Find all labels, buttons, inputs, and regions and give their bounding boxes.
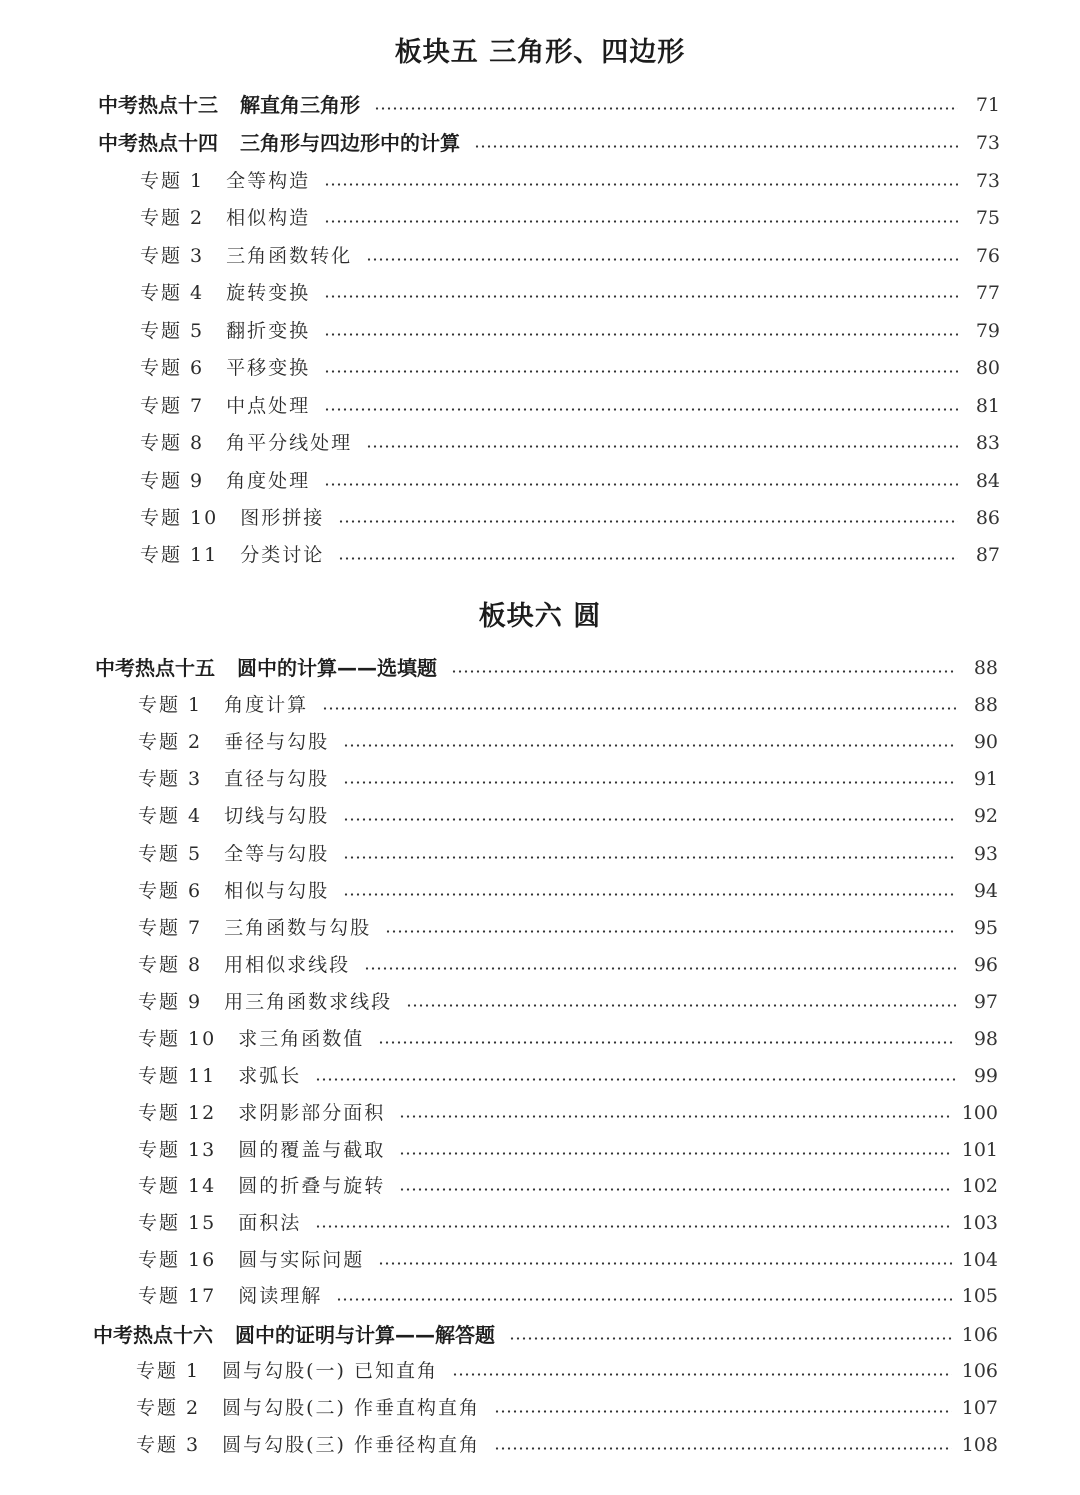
toc-entry-topic[interactable] bbox=[140, 203, 1000, 233]
entry-label: 专题 2 bbox=[140, 207, 205, 229]
dot-leader bbox=[324, 220, 958, 223]
entry-title: 圆中的证明与计算——解答题 bbox=[235, 1323, 495, 1347]
page-number: 71 bbox=[975, 94, 1000, 116]
page-number: 107 bbox=[961, 1397, 998, 1419]
dot-leader bbox=[322, 707, 956, 710]
entry-title: 切线与勾股 bbox=[224, 805, 330, 827]
entry-title: 直径与勾股 bbox=[224, 768, 330, 790]
toc-entry-topic[interactable] bbox=[138, 801, 998, 831]
dot-leader bbox=[378, 1262, 952, 1265]
toc-entry-topic[interactable] bbox=[136, 1356, 998, 1386]
entry-title: 角度处理 bbox=[226, 470, 311, 492]
entry-label: 专题 10 bbox=[140, 507, 219, 529]
entry-title: 三角形与四边形中的计算 bbox=[240, 131, 460, 155]
entry-label: 专题 2 bbox=[136, 1397, 201, 1419]
entry-title: 解直角三角形 bbox=[240, 93, 360, 117]
entry-label: 专题 2 bbox=[138, 731, 203, 753]
entry-title: 旋转变换 bbox=[226, 282, 311, 304]
page-number: 79 bbox=[975, 320, 1000, 342]
toc-entry-topic[interactable] bbox=[138, 727, 998, 757]
entry-label: 专题 4 bbox=[140, 282, 205, 304]
entry-title: 翻折变换 bbox=[226, 320, 311, 342]
dot-leader bbox=[338, 520, 958, 523]
page-number: 102 bbox=[961, 1175, 998, 1197]
entry-label: 专题 7 bbox=[140, 395, 205, 417]
page-number: 105 bbox=[961, 1285, 998, 1307]
page-number: 77 bbox=[975, 282, 1000, 304]
page-number: 81 bbox=[975, 395, 1000, 417]
toc-entry-hot[interactable] bbox=[98, 128, 1000, 158]
page-number: 108 bbox=[961, 1434, 998, 1456]
entry-label: 专题 14 bbox=[138, 1175, 217, 1197]
page-number: 103 bbox=[961, 1212, 998, 1234]
entry-label: 专题 11 bbox=[138, 1065, 217, 1087]
entry-label: 专题 17 bbox=[138, 1285, 217, 1307]
entry-label: 专题 8 bbox=[138, 954, 203, 976]
page-number: 96 bbox=[973, 954, 998, 976]
entry-title: 角度计算 bbox=[224, 694, 309, 716]
page-number: 92 bbox=[973, 805, 998, 827]
entry-label: 中考热点十六 bbox=[93, 1323, 213, 1347]
dot-leader bbox=[374, 107, 958, 110]
entry-title: 圆与勾股(二) 作垂直构直角 bbox=[222, 1397, 481, 1419]
entry-title: 阅读理解 bbox=[238, 1285, 323, 1307]
dot-leader bbox=[452, 1373, 952, 1376]
toc-entry-topic[interactable] bbox=[140, 278, 1000, 308]
toc-entry-topic[interactable] bbox=[140, 316, 1000, 346]
entry-title: 全等与勾股 bbox=[224, 843, 330, 865]
page-number: 76 bbox=[975, 245, 1000, 267]
page-number: 95 bbox=[973, 917, 998, 939]
dot-leader bbox=[338, 557, 958, 560]
dot-leader bbox=[336, 1298, 952, 1301]
entry-label: 专题 1 bbox=[136, 1360, 201, 1382]
page-number: 86 bbox=[975, 507, 1000, 529]
entry-title: 分类讨论 bbox=[240, 544, 325, 566]
dot-leader bbox=[451, 670, 956, 673]
dot-leader bbox=[324, 183, 958, 186]
page-number: 83 bbox=[975, 432, 1000, 454]
page-number: 90 bbox=[973, 731, 998, 753]
toc-entry-topic[interactable] bbox=[138, 764, 998, 794]
toc-entry-hot[interactable] bbox=[98, 90, 1000, 120]
toc-entry-topic[interactable] bbox=[138, 913, 998, 943]
page-number: 88 bbox=[973, 657, 998, 679]
toc-entry-topic[interactable] bbox=[136, 1393, 998, 1423]
page-number: 93 bbox=[973, 843, 998, 865]
entry-title: 图形拼接 bbox=[240, 507, 325, 529]
toc-entry-topic[interactable] bbox=[138, 1024, 998, 1054]
dot-leader bbox=[343, 856, 956, 859]
dot-leader bbox=[366, 445, 958, 448]
page-number: 94 bbox=[973, 880, 998, 902]
toc-entry-topic[interactable] bbox=[140, 540, 1000, 570]
entry-title: 用相似求线段 bbox=[224, 954, 351, 976]
entry-label: 专题 16 bbox=[138, 1249, 217, 1271]
page-number: 106 bbox=[961, 1324, 998, 1346]
entry-title: 全等构造 bbox=[226, 170, 311, 192]
toc-entry-topic[interactable] bbox=[138, 1135, 998, 1165]
toc-entry-hot[interactable] bbox=[93, 1320, 998, 1350]
entry-label: 专题 8 bbox=[140, 432, 205, 454]
page-number: 106 bbox=[961, 1360, 998, 1382]
entry-label: 专题 1 bbox=[138, 694, 203, 716]
toc-entry-topic[interactable] bbox=[140, 391, 1000, 421]
entry-label: 专题 9 bbox=[138, 991, 203, 1013]
dot-leader bbox=[399, 1115, 952, 1118]
page-number: 98 bbox=[973, 1028, 998, 1050]
entry-title: 相似构造 bbox=[226, 207, 311, 229]
page-number: 73 bbox=[975, 132, 1000, 154]
entry-label: 专题 7 bbox=[138, 917, 203, 939]
page-number: 73 bbox=[975, 170, 1000, 192]
toc-entry-topic[interactable] bbox=[140, 428, 1000, 458]
entry-label: 专题 3 bbox=[138, 768, 203, 790]
toc-entry-topic[interactable] bbox=[138, 839, 998, 869]
toc-entry-topic[interactable] bbox=[138, 876, 998, 906]
entry-title: 垂径与勾股 bbox=[224, 731, 330, 753]
entry-title: 求阴影部分面积 bbox=[238, 1102, 386, 1124]
dot-leader bbox=[324, 483, 958, 486]
entry-label: 中考热点十三 bbox=[98, 93, 218, 117]
entry-label: 中考热点十五 bbox=[95, 656, 215, 680]
entry-title: 圆与勾股(三) 作垂径构直角 bbox=[222, 1434, 481, 1456]
entry-label: 专题 5 bbox=[138, 843, 203, 865]
toc-entry-topic[interactable] bbox=[140, 353, 1000, 383]
dot-leader bbox=[399, 1188, 952, 1191]
entry-title: 圆的覆盖与截取 bbox=[238, 1139, 386, 1161]
dot-leader bbox=[324, 370, 958, 373]
entry-label: 专题 12 bbox=[138, 1102, 217, 1124]
dot-leader bbox=[378, 1041, 956, 1044]
dot-leader bbox=[343, 818, 956, 821]
entry-title: 角平分线处理 bbox=[226, 432, 353, 454]
toc-entry-topic[interactable] bbox=[138, 1061, 998, 1091]
dot-leader bbox=[324, 295, 958, 298]
entry-title: 三角函数转化 bbox=[226, 245, 353, 267]
toc-entry-topic[interactable] bbox=[138, 1281, 998, 1311]
toc-entry-hot[interactable] bbox=[95, 653, 998, 683]
dot-leader bbox=[399, 1152, 952, 1155]
page-number: 99 bbox=[973, 1065, 998, 1087]
dot-leader bbox=[315, 1225, 952, 1228]
entry-label: 专题 6 bbox=[138, 880, 203, 902]
dot-leader bbox=[494, 1447, 952, 1450]
toc-entry-topic[interactable] bbox=[140, 466, 1000, 496]
page-number: 88 bbox=[973, 694, 998, 716]
entry-title: 求三角函数值 bbox=[238, 1028, 365, 1050]
page-number: 104 bbox=[961, 1249, 998, 1271]
entry-label: 专题 6 bbox=[140, 357, 205, 379]
entry-title: 用三角函数求线段 bbox=[224, 991, 393, 1013]
dot-leader bbox=[366, 258, 958, 261]
entry-label: 专题 9 bbox=[140, 470, 205, 492]
page-number: 97 bbox=[973, 991, 998, 1013]
toc-entry-topic[interactable] bbox=[138, 690, 998, 720]
entry-label: 专题 11 bbox=[140, 544, 219, 566]
entry-label: 专题 3 bbox=[136, 1434, 201, 1456]
dot-leader bbox=[406, 1004, 956, 1007]
entry-label: 专题 3 bbox=[140, 245, 205, 267]
dot-leader bbox=[474, 145, 958, 148]
toc-entry-topic[interactable] bbox=[140, 166, 1000, 196]
entry-title: 面积法 bbox=[238, 1212, 302, 1234]
page-number: 100 bbox=[961, 1102, 998, 1124]
entry-label: 专题 1 bbox=[140, 170, 205, 192]
page-number: 80 bbox=[975, 357, 1000, 379]
entry-label: 专题 5 bbox=[140, 320, 205, 342]
dot-leader bbox=[343, 744, 956, 747]
entry-title: 圆中的计算——选填题 bbox=[237, 656, 437, 680]
page-number: 91 bbox=[973, 768, 998, 790]
section-title: 板块五 三角形、四边形 bbox=[394, 37, 686, 68]
entry-title: 中点处理 bbox=[226, 395, 311, 417]
entry-label: 专题 4 bbox=[138, 805, 203, 827]
dot-leader bbox=[509, 1337, 952, 1340]
dot-leader bbox=[385, 930, 956, 933]
entry-title: 圆的折叠与旋转 bbox=[238, 1175, 386, 1197]
dot-leader bbox=[324, 333, 958, 336]
section-title: 板块六 圆 bbox=[478, 601, 602, 632]
entry-label: 专题 15 bbox=[138, 1212, 217, 1234]
page-number: 87 bbox=[975, 544, 1000, 566]
toc-entry-topic[interactable] bbox=[138, 1098, 998, 1128]
page-number: 84 bbox=[975, 470, 1000, 492]
toc-entry-topic[interactable] bbox=[138, 1171, 998, 1201]
dot-leader bbox=[315, 1078, 956, 1081]
dot-leader bbox=[343, 781, 956, 784]
toc-entry-topic[interactable] bbox=[140, 241, 1000, 271]
entry-label: 专题 10 bbox=[138, 1028, 217, 1050]
toc-entry-topic[interactable] bbox=[140, 503, 1000, 533]
entry-title: 圆与勾股(一) 已知直角 bbox=[222, 1360, 439, 1382]
page-number: 75 bbox=[975, 207, 1000, 229]
entry-label: 专题 13 bbox=[138, 1139, 217, 1161]
entry-title: 圆与实际问题 bbox=[238, 1249, 365, 1271]
dot-leader bbox=[343, 893, 956, 896]
dot-leader bbox=[324, 408, 958, 411]
toc-entry-topic[interactable] bbox=[138, 950, 998, 980]
page-number: 101 bbox=[961, 1139, 998, 1161]
entry-title: 相似与勾股 bbox=[224, 880, 330, 902]
toc-entry-topic[interactable] bbox=[138, 1208, 998, 1238]
entry-label: 中考热点十四 bbox=[98, 131, 218, 155]
dot-leader bbox=[494, 1410, 952, 1413]
toc-entry-topic[interactable] bbox=[138, 1245, 998, 1275]
toc-entry-topic[interactable] bbox=[138, 987, 998, 1017]
entry-title: 三角函数与勾股 bbox=[224, 917, 372, 939]
entry-title: 求弧长 bbox=[238, 1065, 302, 1087]
toc-entry-topic[interactable] bbox=[136, 1430, 998, 1460]
entry-title: 平移变换 bbox=[226, 357, 311, 379]
dot-leader bbox=[364, 967, 956, 970]
